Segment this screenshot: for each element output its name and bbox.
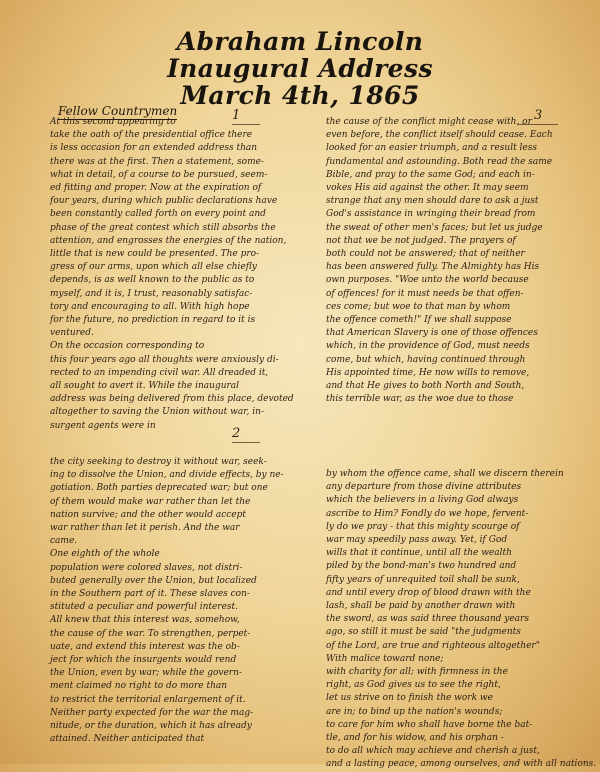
manuscript-line: tle, and for his widow, and his orphan -	[326, 733, 504, 744]
manuscript-line: tory and encouraging to all. With high hope	[50, 301, 250, 312]
manuscript-line: ces come; but woe to that man by whom	[326, 301, 511, 312]
manuscript-line: nation survive; and the other would accept	[50, 509, 246, 520]
page-number-1: 1	[232, 108, 241, 123]
page-number-rule	[232, 442, 260, 443]
manuscript-line: been constantly called forth on every point and	[50, 209, 266, 220]
manuscript-line: wills that it continue, until all the wealth	[326, 548, 512, 559]
manuscript-line: looked for an easier triumph, and a result less	[326, 143, 537, 154]
manuscript-line: the sword, as was said three thousand years	[326, 614, 529, 625]
manuscript-line: is less occasion for an extended address than	[50, 143, 258, 154]
manuscript-line: ascribe to Him? Fondly do we hope, fervent-	[326, 508, 529, 519]
manuscript-line: strange that any men should dare to ask a just	[326, 196, 539, 207]
manuscript-line: buted generally over the Union, but localized	[50, 575, 257, 586]
manuscript-line: to do all which may achieve and cherish a just,	[326, 746, 540, 757]
manuscript-line: own purposes. "Woe unto the world because	[326, 275, 529, 286]
manuscript-line: nitude, or the duration, which it has already	[50, 721, 252, 732]
manuscript-column-right-top	[326, 116, 562, 406]
manuscript-line: piled by the bond-man's two hundred and	[326, 561, 517, 572]
manuscript-line: ing to dissolve the Union, and divide effects, by ne-	[50, 470, 284, 481]
manuscript-line: With malice toward none;	[326, 653, 444, 664]
manuscript-line: which, in the providence of God, must needs	[326, 341, 530, 352]
manuscript-line: the city seeking to destroy it without war, seek-	[50, 457, 267, 467]
manuscript-line: let us strive on to finish the work we	[326, 693, 493, 704]
manuscript-line: came.	[50, 536, 78, 547]
manuscript-line: not that we be not judged. The prayers of	[326, 235, 516, 246]
manuscript-line: phase of the great contest which still absorbs the	[50, 222, 276, 233]
manuscript-line: take the oath of the presidential office there	[50, 130, 253, 141]
manuscript-line: ment claimed no right to do more than	[50, 681, 228, 692]
manuscript-line: gotiation. Both parties deprecated war; but one	[50, 483, 268, 494]
manuscript-line: that American Slavery is one of those offences	[326, 328, 538, 339]
manuscript-line: even before, the conflict itself should cease. Each	[326, 130, 553, 141]
manuscript-line: what in detail, of a course to be pursued, seem-	[50, 169, 268, 180]
manuscript-line: attained. Neither anticipated that	[50, 734, 205, 745]
manuscript-line: of the Lord, are true and righteous altogether"	[326, 640, 540, 651]
manuscript-line: by whom the offence came, shall we discern therein	[326, 469, 564, 479]
manuscript-line: stituted a peculiar and powerful interest.	[50, 602, 239, 613]
manuscript-line: His appointed time, He now wills to remove,	[326, 367, 530, 378]
manuscript-line: myself, and it is, I trust, reasonably satisfac-	[50, 288, 253, 299]
manuscript-line: rected to an impending civil war. All dreaded it,	[50, 367, 269, 378]
manuscript-line: of them would make war rather than let the	[50, 496, 251, 507]
manuscript-line: the Union, even by war; while the govern-	[50, 668, 242, 679]
manuscript-line: for the future, no prediction in regard to it is	[50, 315, 256, 326]
page-number-3: 3	[534, 108, 543, 123]
manuscript-line: ventured.	[50, 328, 94, 339]
manuscript-line: the sweat of other men's faces; but let us judge	[326, 222, 543, 233]
manuscript-line: war may speedily pass away. Yet, if God	[326, 535, 508, 546]
manuscript-line: On the occasion corresponding to	[50, 341, 205, 352]
title-subject: Inaugural Address	[167, 54, 433, 83]
manuscript-line: God's assistance in wringing their bread from	[326, 209, 536, 220]
manuscript-line: with charity for all; with firmness in the	[326, 667, 508, 678]
title-date: March 4th, 1865	[180, 81, 420, 110]
manuscript-line: has been answered fully. The Almighty has His	[326, 262, 540, 273]
manuscript-line: address was being delivered from this place, devoted	[50, 394, 294, 405]
manuscript-line: and a lasting peace, among ourselves, and with all nations.	[326, 759, 597, 770]
manuscript-line: of offences! for it must needs be that offen-	[326, 288, 524, 299]
manuscript-line: the offence cometh!" If we shall suppose	[326, 315, 512, 326]
manuscript-line: the cause of the conflict might cease with, or	[326, 117, 532, 127]
manuscript-line: and that He gives to both North and South,	[326, 381, 525, 392]
manuscript-line: ject for which the insurgents would rend	[50, 655, 237, 666]
manuscript-line: lash, shall be paid by another drawn with	[326, 601, 516, 612]
manuscript-line: the cause of the war. To strengthen, perpet-	[50, 628, 251, 639]
manuscript-line: and until every drop of blood drawn with the	[326, 587, 531, 598]
manuscript-line: both could not be answered; that of neither	[326, 249, 525, 260]
page-number-2: 2	[232, 426, 241, 441]
manuscript-line: attention, and engrosses the energies of the nation,	[50, 235, 287, 246]
manuscript-line: this four years ago all thoughts were anxiously di-	[50, 354, 279, 365]
manuscript-line: which the believers in a living God always	[326, 495, 519, 506]
title-block	[0, 28, 600, 109]
salutation: Fellow Countrymen	[58, 104, 178, 118]
manuscript-line: uate, and extend this interest was the ob-	[50, 641, 240, 652]
manuscript-line: ed fitting and proper. Now at the expiration of	[50, 183, 262, 194]
manuscript-line: all sought to avert it. While the inaugural	[50, 381, 240, 392]
manuscript-line: vokes His aid against the other. It may seem	[326, 183, 529, 194]
manuscript-line: Neither party expected for the war the mag-	[50, 707, 254, 718]
manuscript-line: gress of our arms, upon which all else chiefly	[50, 262, 257, 273]
manuscript-column-left-bottom	[50, 456, 282, 746]
manuscript-line: All knew that this interest was, somehow,	[50, 615, 240, 626]
manuscript-line: little that is new could be presented. The pro-	[50, 249, 260, 260]
manuscript-line: Bible, and pray to the same God; and each in-	[326, 169, 535, 180]
manuscript-line: At this second appearing to	[50, 117, 176, 127]
manuscript-line: to care for him who shall have borne the bat-	[326, 719, 533, 730]
manuscript-line: to restrict the territorial enlargement of it.	[50, 694, 246, 705]
manuscript-line: surgent agents were in	[50, 420, 156, 431]
manuscript-line: ago, so still it must be said "the judgments	[326, 627, 521, 638]
manuscript-line: altogether to saving the Union without war, in-	[50, 407, 264, 418]
manuscript-line: come, but which, having continued through	[326, 354, 526, 365]
manuscript-line: population were colored slaves, not distri-	[50, 562, 243, 573]
manuscript-line: depends, is as well known to the public as to	[50, 275, 255, 286]
manuscript-column-right-bottom	[326, 468, 597, 772]
title-name: Abraham Lincoln	[176, 27, 424, 56]
manuscript-line: ly do we pray - that this mighty scourge of	[326, 521, 520, 532]
manuscript-line: fifty years of unrequited toil shall be sunk,	[326, 574, 520, 585]
manuscript-column-left-top	[50, 116, 294, 433]
manuscript-line: this terrible war, as the woe due to those	[326, 394, 514, 405]
manuscript-line: fundamental and astounding. Both read the same	[326, 156, 553, 167]
manuscript-line: One eighth of the whole	[50, 549, 160, 560]
manuscript-line: four years, during which public declarations have	[50, 196, 278, 207]
manuscript-line: there was at the first. Then a statement, some-	[50, 156, 264, 167]
manuscript-line: any departure from those divine attributes	[326, 482, 522, 493]
manuscript-line: war rather than let it perish. And the war	[50, 523, 240, 534]
manuscript-line: right, as God gives us to see the right,	[326, 680, 501, 691]
manuscript-line: are in; to bind up the nation's wounds;	[326, 706, 503, 717]
manuscript-line: in the Southern part of it. These slaves con-	[50, 589, 250, 600]
